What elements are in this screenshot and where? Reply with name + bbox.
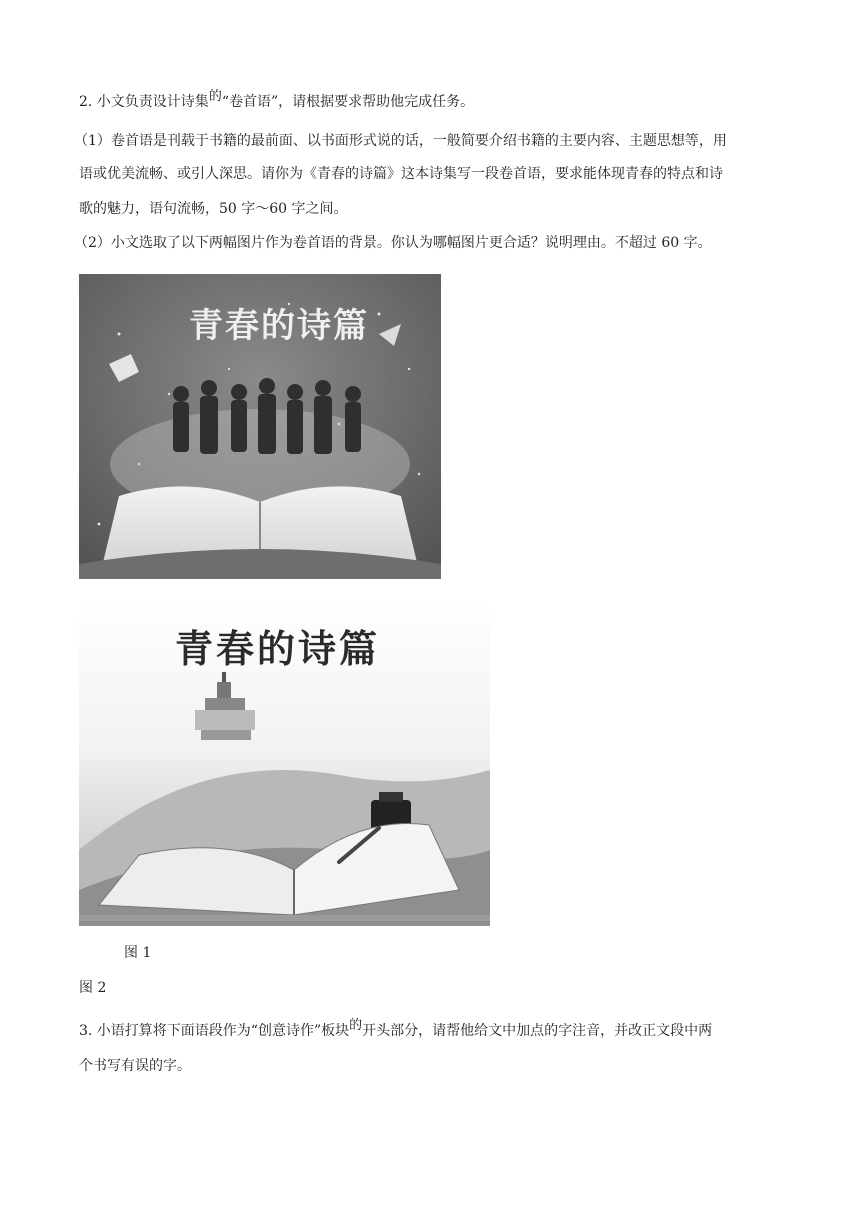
question-2-text-b: “卷首语”，请根据要求帮助他完成任务。 [221,94,475,110]
question-2-intro [79,89,475,113]
question-3-line-1 [79,1018,713,1042]
part-1-line-2: 语或优美流畅、或引人深思。请你为《青春的诗篇》这本诗集写一段卷首语，要求能体现青春的特点和诗 [79,166,723,182]
figure-2-title: 青春的诗篇 [175,626,381,671]
question-2-superscript: 的 [208,89,222,104]
question-3-text-a: 3. 小语打算将下面语段作为“创意诗作”板块 [79,1023,350,1039]
question-3-superscript: 的 [349,1018,363,1033]
part-1-line-3: 歌的魅力，语句流畅，50 字～60 字之间。 [79,201,348,217]
part-1-line-1: （1）卷首语是刊载于书籍的最前面、以书面形式说的话，一般简要介绍书籍的主要内容、主题思想等，用 [74,133,727,149]
question-2-text-a: 2. 小文负责设计诗集 [79,94,209,110]
figure-1-image [79,274,441,579]
figure-1-title: 青春的诗篇 [189,306,369,346]
figure-1-caption: 图 1 [124,945,152,961]
question-3-text-b: 开头部分，请帮他给文中加点的字注音，并改正文段中两 [362,1023,713,1039]
part-2-line-1: （2）小文选取了以下两幅图片作为卷首语的背景。你认为哪幅图片更合适？说明理由。不超过 60 字。 [74,235,712,251]
question-3-line-2: 个书写有误的字。 [79,1058,191,1074]
figure-2-image [79,600,490,926]
figure-2-caption: 图 2 [79,980,107,996]
